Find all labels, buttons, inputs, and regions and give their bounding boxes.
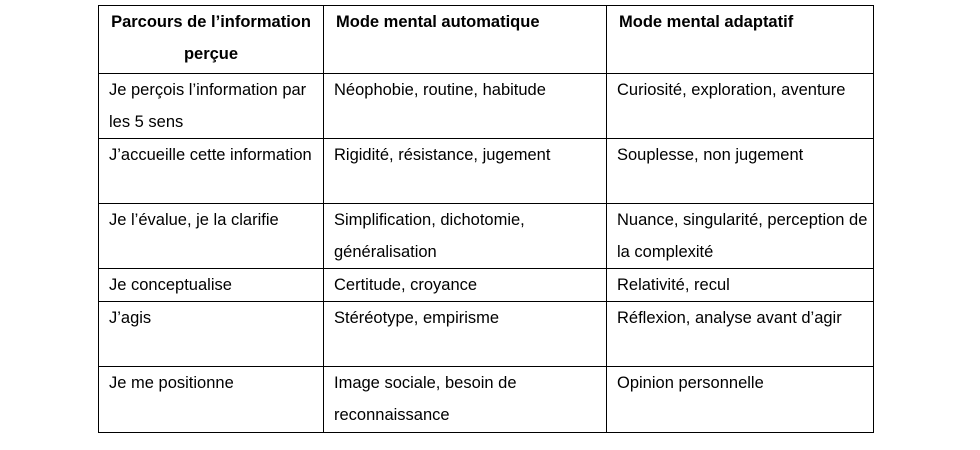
cell-parcours: Je l’évalue, je la clarifie: [99, 204, 324, 269]
cell-parcours: J’accueille cette information: [99, 139, 324, 204]
comparison-table: [98, 5, 874, 433]
table-row: [99, 204, 874, 269]
header-row: [99, 6, 874, 74]
header-parcours: Parcours de l’information perçue: [99, 6, 324, 74]
cell-automatique: Rigidité, résistance, jugement: [324, 139, 607, 204]
table-row: [99, 367, 874, 433]
cell-adaptatif: Réflexion, analyse avant d’agir: [607, 302, 874, 367]
cell-automatique: Néophobie, routine, habitude: [324, 74, 607, 139]
header-mode-adaptatif: Mode mental adaptatif: [607, 6, 874, 74]
header-mode-automatique: Mode mental automatique: [324, 6, 607, 74]
cell-parcours: Je perçois l’information par les 5 sens: [99, 74, 324, 139]
table-row: [99, 302, 874, 367]
cell-automatique: Stéréotype, empirisme: [324, 302, 607, 367]
cell-automatique: Simplification, dichotomie, généralisation: [324, 204, 607, 269]
table-row: [99, 139, 874, 204]
cell-automatique: Certitude, croyance: [324, 269, 607, 302]
cell-adaptatif: Opinion personnelle: [607, 367, 874, 433]
cell-automatique: Image sociale, besoin de reconnaissance: [324, 367, 607, 433]
table-row: [99, 74, 874, 139]
cell-adaptatif: Curiosité, exploration, aventure: [607, 74, 874, 139]
cell-adaptatif: Relativité, recul: [607, 269, 874, 302]
cell-adaptatif: Souplesse, non jugement: [607, 139, 874, 204]
cell-parcours: J’agis: [99, 302, 324, 367]
table-row: [99, 269, 874, 302]
cell-parcours: Je conceptualise: [99, 269, 324, 302]
cell-adaptatif: Nuance, singularité, perception de la complexité: [607, 204, 874, 269]
cell-parcours: Je me positionne: [99, 367, 324, 433]
